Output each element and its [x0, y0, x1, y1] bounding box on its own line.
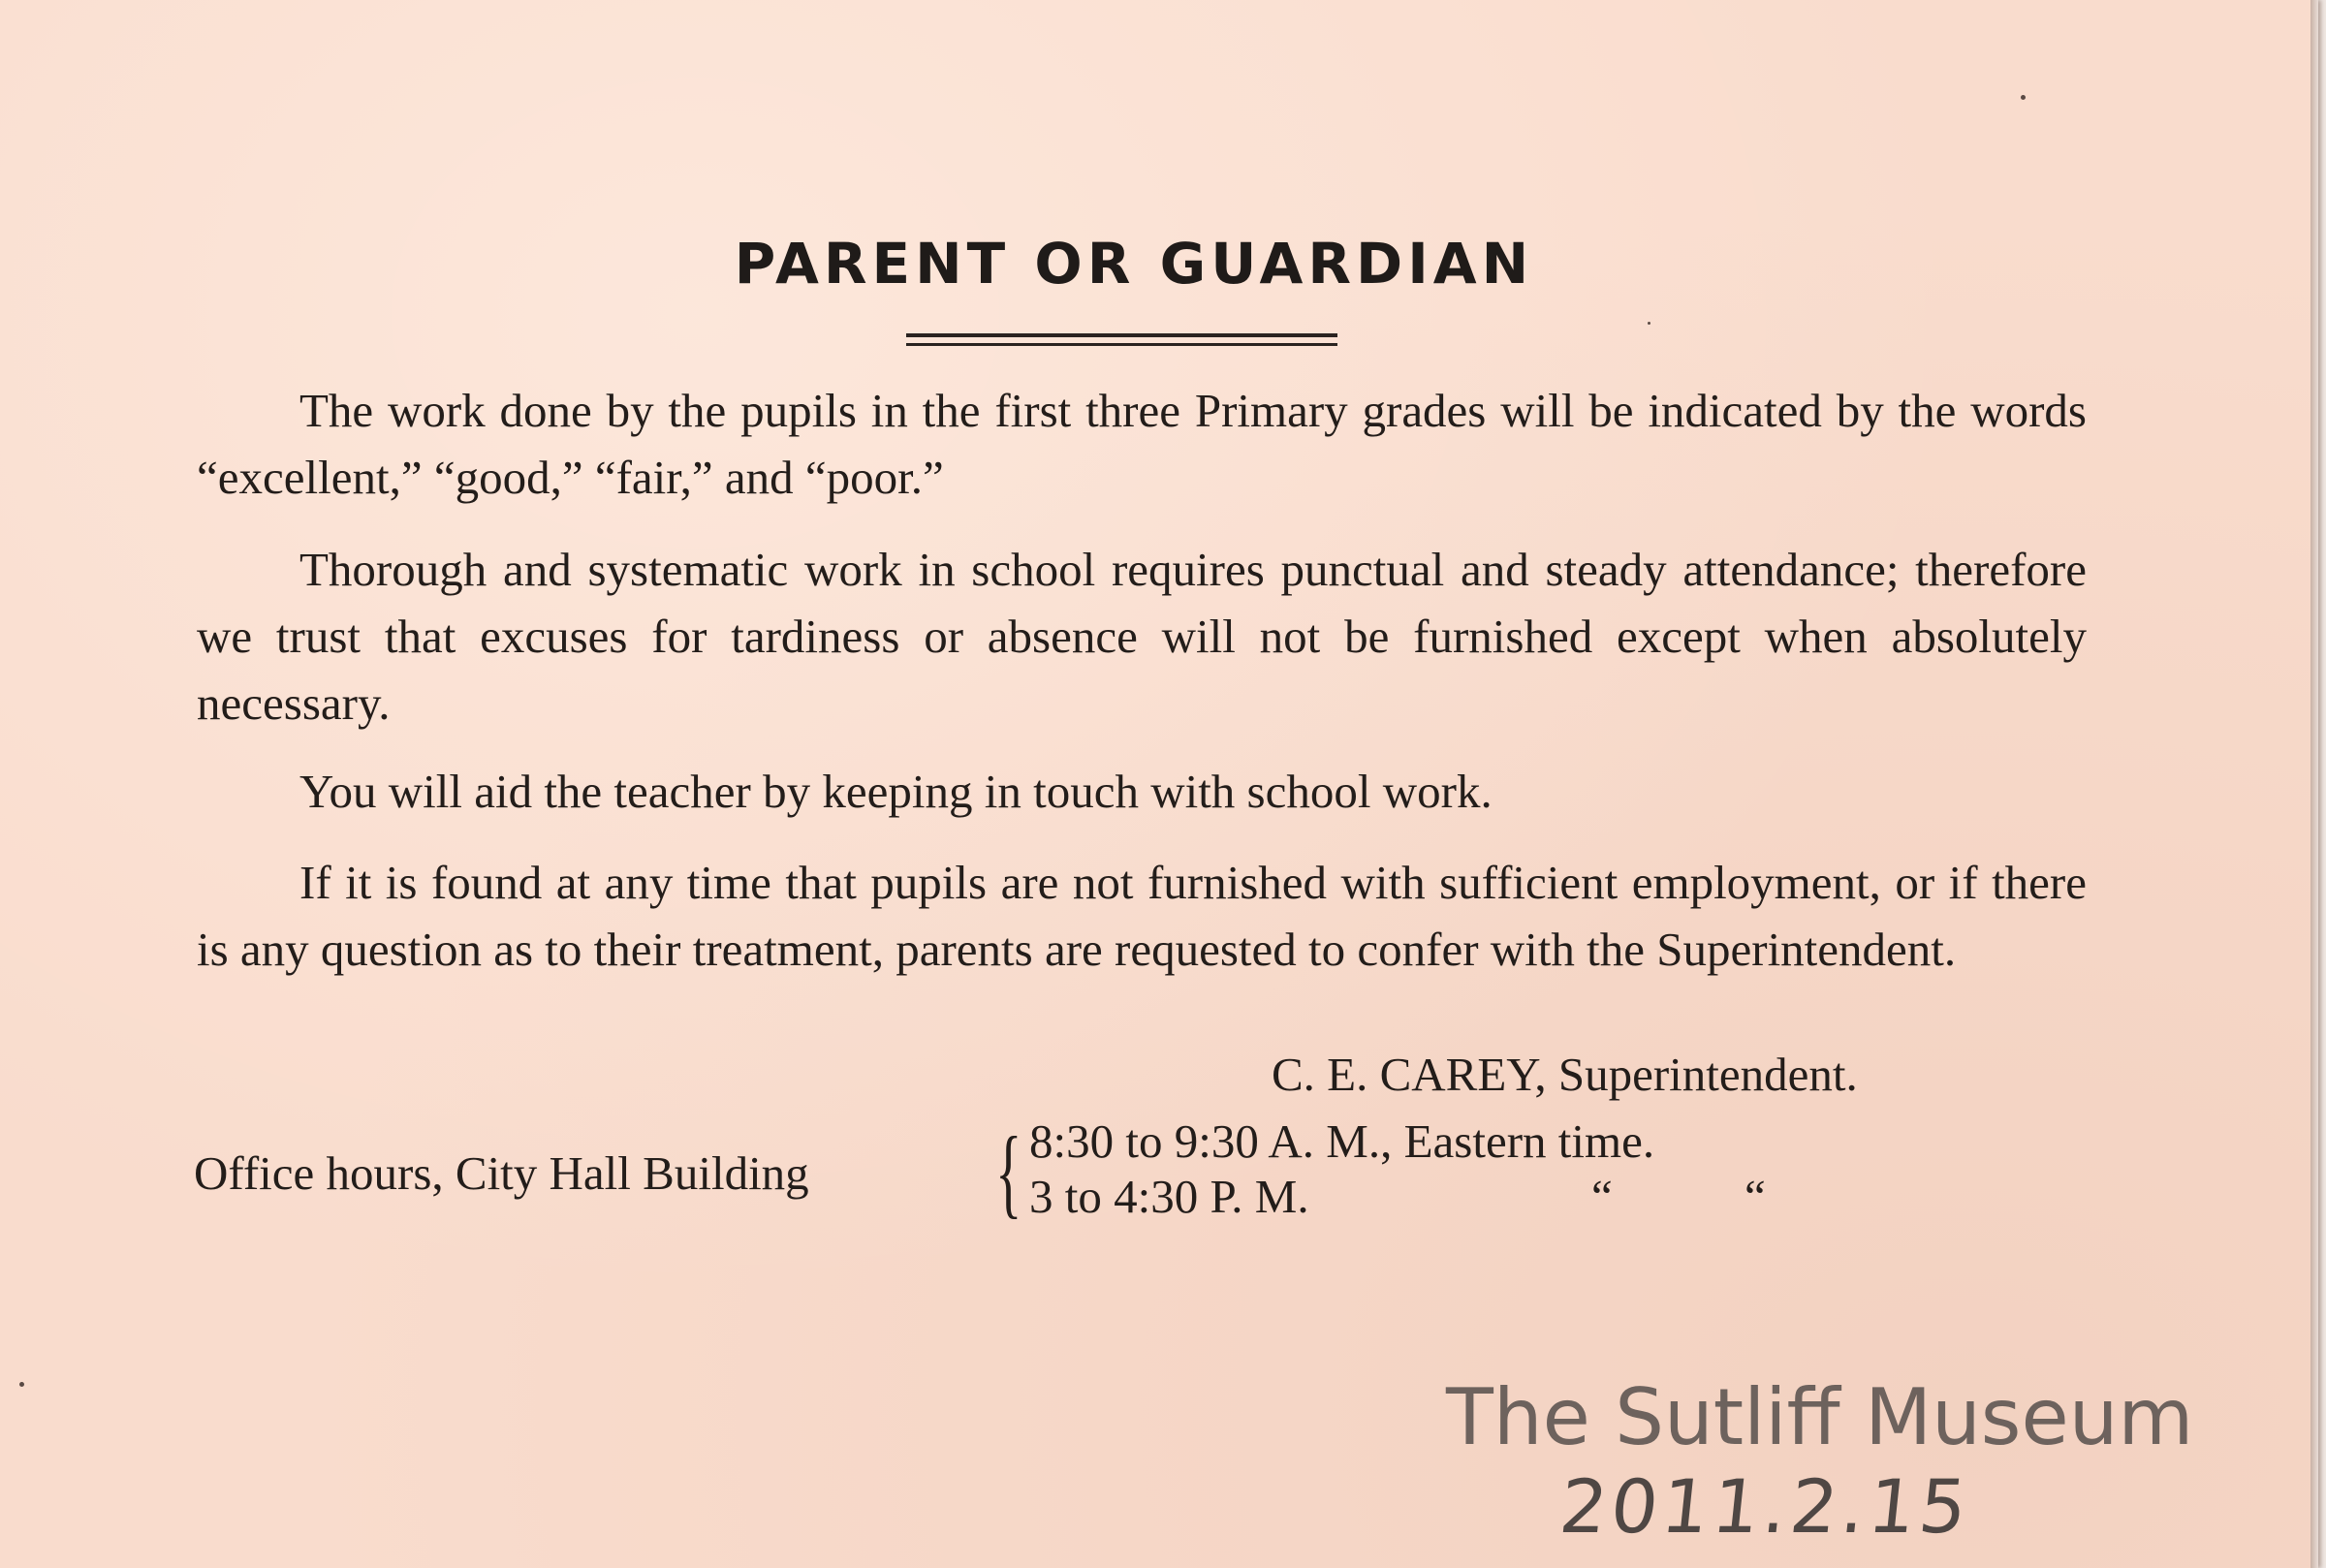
paper-speck	[1648, 322, 1650, 325]
superintendent-signature: C. E. CAREY, Superintendent.	[1272, 1048, 1858, 1101]
brace-icon: {	[995, 1116, 1022, 1228]
office-hours-afternoon: 3 to 4:30 P. M.	[1029, 1170, 1309, 1223]
office-hours-label: Office hours, City Hall Building	[194, 1146, 809, 1200]
museum-watermark: The Sutliff Museum	[1446, 1372, 2194, 1462]
ditto-mark: “	[1591, 1170, 1613, 1223]
title-underline-top	[906, 333, 1337, 337]
paragraph-superintendent-contact: If it is found at any time that pupils are not furnished with sufficient employment, or if there is any question as to their treatment, parents are requested to confer with the Superintendent.	[197, 856, 2087, 976]
paragraph-grading: The work done by the pupils in the first three Primary grades will be indicated by the words “excellent,” “good,” “fair,” and “poor.”	[197, 384, 2087, 504]
title-underline-bottom	[906, 343, 1337, 346]
card-edge	[2310, 0, 2318, 1568]
paragraph-teacher-aid: You will aid the teacher by keeping in touch with school work.	[299, 765, 1493, 818]
paper-speck	[2021, 95, 2026, 100]
card-title: PARENT OR GUARDIAN	[734, 231, 1534, 297]
ditto-mark: “	[1744, 1170, 1766, 1223]
office-hours-morning: 8:30 to 9:30 A. M., Eastern time.	[1029, 1114, 1655, 1168]
paper-speck	[19, 1382, 24, 1387]
paragraph-attendance: Thorough and systematic work in school requires punctual and steady attendance; therefore we trust that excuses for tardiness or absence will not be furnished except when absolutely necessary.	[197, 543, 2087, 730]
accession-number: 2011.2.15	[1556, 1463, 1975, 1550]
